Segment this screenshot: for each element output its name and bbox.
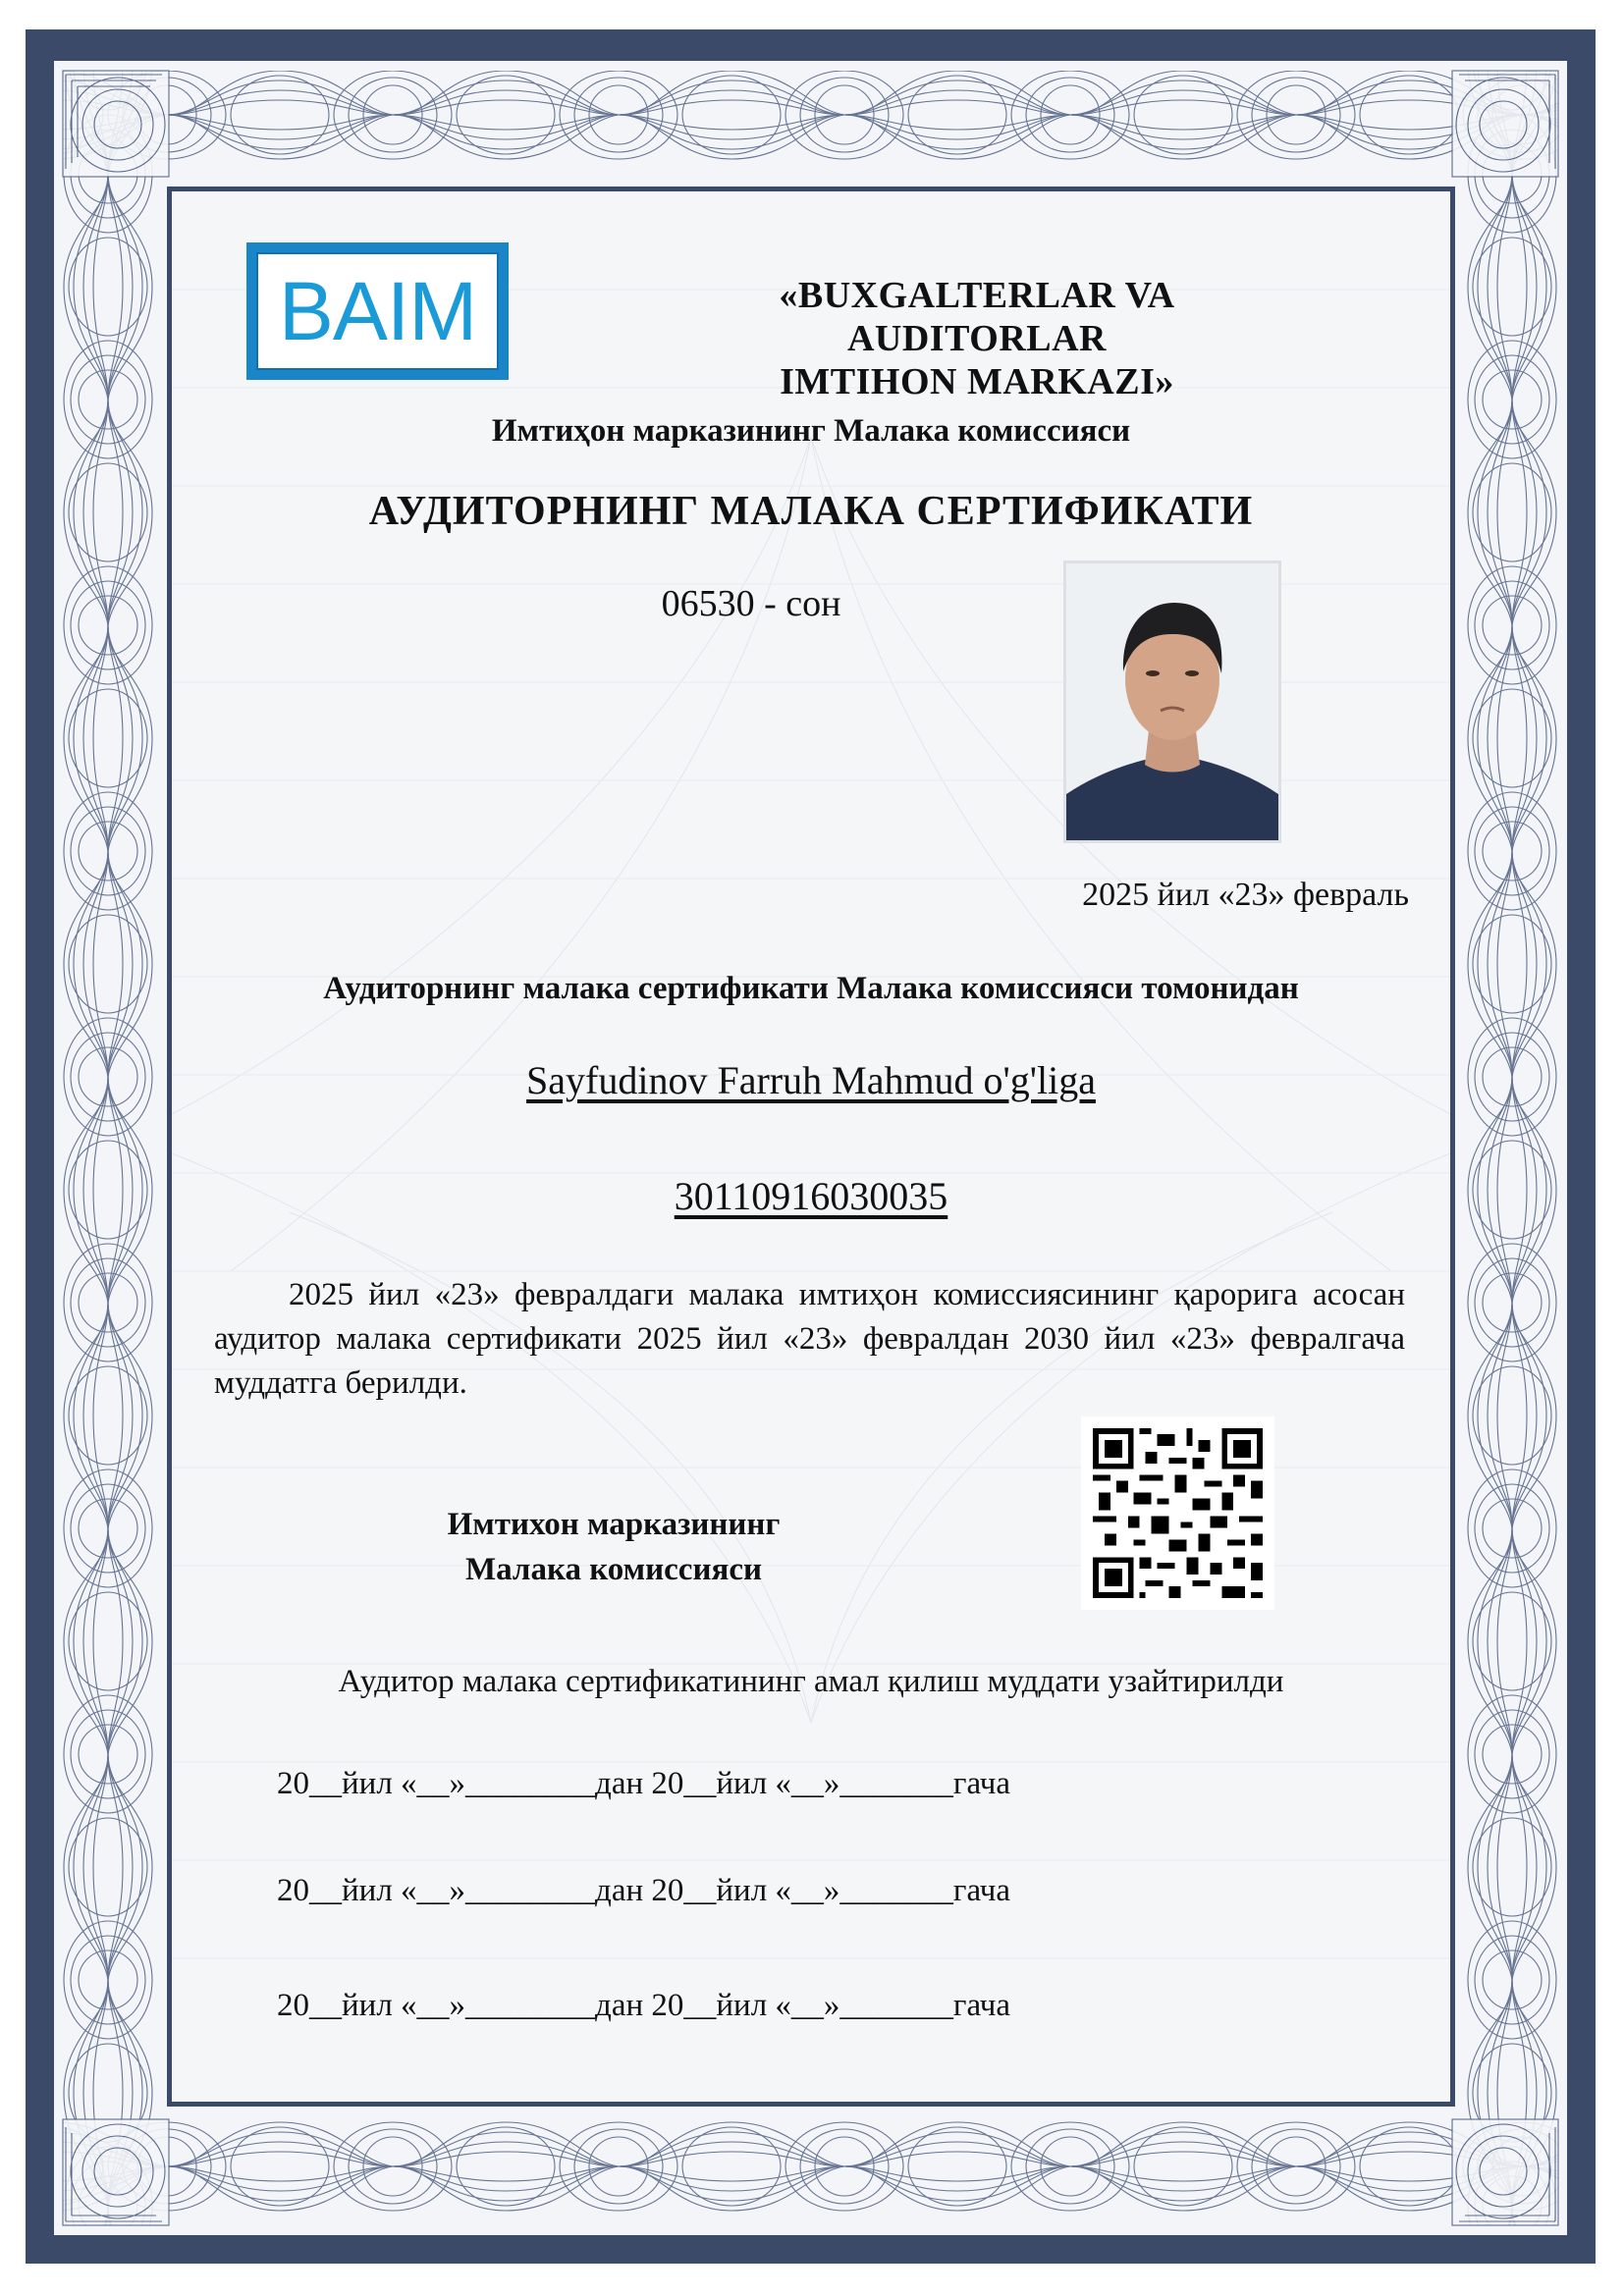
extension-row: 20__йил «__»________дан 20__йил «__»_______гача	[277, 1873, 1011, 1908]
qr-code-icon	[1081, 1416, 1274, 1610]
holder-id: 30110916030035	[674, 1174, 948, 1218]
signatory-line1: Имтихон марказининг	[447, 1507, 781, 1542]
holder-name: Sayfudinov Farruh Mahmud o'g'liga	[526, 1058, 1096, 1102]
certificate-content-panel	[167, 187, 1455, 2107]
organization-name-line2: IMTIHON MARKAZI»	[780, 361, 1174, 402]
issued-by-text: Аудиторнинг малака сертификати Малака комиссияси томонидан	[323, 971, 1299, 1006]
certificate-number: 06530 - сон	[661, 583, 841, 624]
organization-name-line1: «BUXGALTERLAR VA AUDITORLAR	[779, 275, 1175, 359]
extension-title: Аудитор малака сертификатининг амал қилиш муддати узайтирилди	[338, 1664, 1284, 1699]
certificate-body	[214, 1273, 1405, 1406]
extension-row: 20__йил «__»________дан 20__йил «__»_______гача	[277, 1988, 1011, 2023]
signatory-block	[427, 1502, 800, 1592]
organization-name	[702, 274, 1252, 403]
certificate-title: АУДИТОРНИНГ МАЛАКА СЕРТИФИКАТИ	[368, 489, 1254, 534]
baim-logo	[246, 242, 509, 380]
logo-text: BAIM	[278, 265, 477, 357]
commission-header: Имтиҳон марказининг Малака комиссияси	[491, 413, 1131, 449]
qr-code[interactable]	[1081, 1416, 1274, 1610]
background-guilloche-icon	[172, 191, 1450, 2102]
holder-photo	[1063, 561, 1281, 843]
person-portrait-icon	[1066, 563, 1278, 840]
signatory-line2: Малака комиссияси	[465, 1552, 762, 1587]
extension-row: 20__йил «__»________дан 20__йил «__»_______гача	[277, 1766, 1011, 1801]
issue-date: 2025 йил «23» февраль	[1082, 877, 1409, 913]
certificate-body-text: 2025 йил «23» февралдаги малака имтиҳон комиссиясининг қарорига асосан аудитор малака сертификати 2025 йил «23» февралдан 2030 йил «23» февралгача муддатга берилди.	[214, 1277, 1405, 1401]
